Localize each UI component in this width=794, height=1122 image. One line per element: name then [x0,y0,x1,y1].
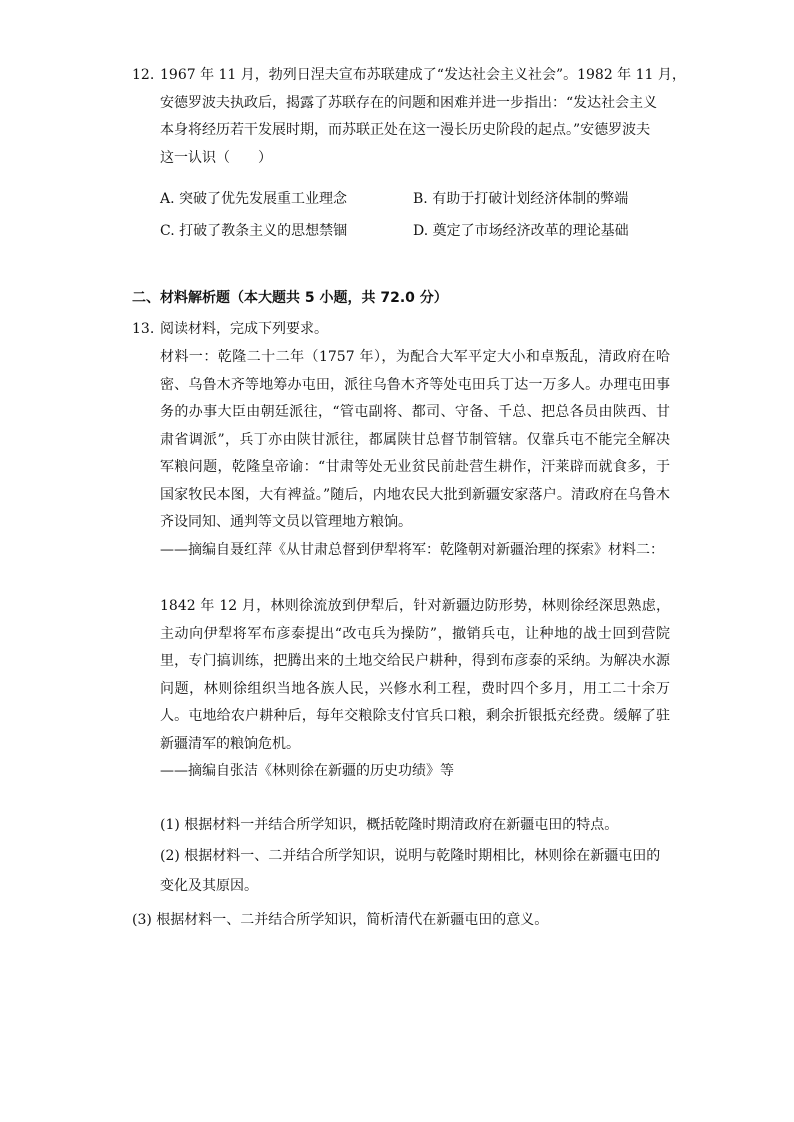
question-number: 12. [132,67,155,83]
option-d[interactable]: D. 奠定了市场经济改革的理论基础 [413,223,629,239]
question-prompt: 阅读材料，完成下列要求。 [160,321,328,337]
sub-question-2: (2) 根据材料一、二并结合所学知识，说明与乾隆时期相比，林则徐在新疆屯田的 [160,848,661,864]
option-c[interactable]: C. 打破了教条主义的思想禁锢 [160,223,348,239]
question-13 [132,316,672,344]
material-1-source: ——摘编自聂红萍《从甘肃总督到伊犁将军：乾隆朝对新疆治理的探索》材料二： [160,541,664,558]
question-text-line: 本身将经历若干发展时期，而苏联正处在这一漫长历史阶段的起点。”安德罗波夫 [160,122,651,138]
sub-question-2-cont: 变化及其原因。 [160,878,258,894]
answer-options [160,188,680,252]
question-text-line: 这一认识（ ） [160,149,272,166]
question-12 [132,62,686,172]
section-heading: 二、材料解析题（本大题共 5 小题，共 72.0 分） [132,290,448,306]
material-1: 材料一：乾隆二十二年（1757 年），为配合大军平定大小和卓叛乱，清政府在哈密、乌鲁木齐等地筹办屯田，派往乌鲁木齐等处屯田兵丁达一万多人。办理屯田事务的办事大臣由朝廷派往，“管屯副将、都司、守备、千总、把总各员由陕西、甘肃省调派”，兵丁亦由陕甘派往，都属陕甘总督节制管辖。仅靠兵屯不能完全解决军粮问题，乾隆皇帝谕：“甘肃等处无业贫民前赴营生耕作，汗莱辟而就食多，于国家牧民本图，大有裨益。”随后，内地农民大批到新疆安家落户。清政府在乌鲁木齐设同知、通判等文员以管理地方粮饷。 [160,349,670,530]
material-block [160,344,670,564]
question-text-line: 安德罗波夫执政后，揭露了苏联存在的问题和困难并进一步指出：“发达社会主义 [160,94,658,111]
question-text-line: 1967 年 11 月，勃列日涅夫宣布苏联建成了“发达社会主义社会”。1982 年 11 月， [160,67,686,83]
material-2-block [160,593,670,786]
option-b[interactable]: B. 有助于打破计划经济体制的弊端 [413,191,629,207]
material-2-source: ——摘编自张洁《林则徐在新疆的历史功绩》等 [160,763,454,779]
question-number: 13. [132,321,155,337]
option-a[interactable]: A. 突破了优先发展重工业理念 [160,191,348,207]
sub-question-1: (1) 根据材料一并结合所学知识，概括乾隆时期清政府在新疆屯田的特点。 [160,817,619,833]
sub-question-3: (3) 根据材料一、二并结合所学知识，简析清代在新疆屯田的意义。 [132,912,549,928]
material-2: 1842 年 12 月，林则徐流放到伊犁后，针对新疆边防形势，林则徐经深思熟虑，主动向伊犁将军布彦泰提出“改屯兵为操防”，撤销兵屯，让种地的战士回到营院里，专门搞训练，把腾出来的土地交给民户耕种，得到布彦泰的采纳。为解决水源问题，林则徐组织当地各族人民，兴修水利工程，费时四个多月，用工二十余万人。屯地给农户耕种后，每年交粮除支付官兵口粮，剩余折银抵充经费。缓解了驻新疆清军的粮饷危机。 [160,598,670,752]
